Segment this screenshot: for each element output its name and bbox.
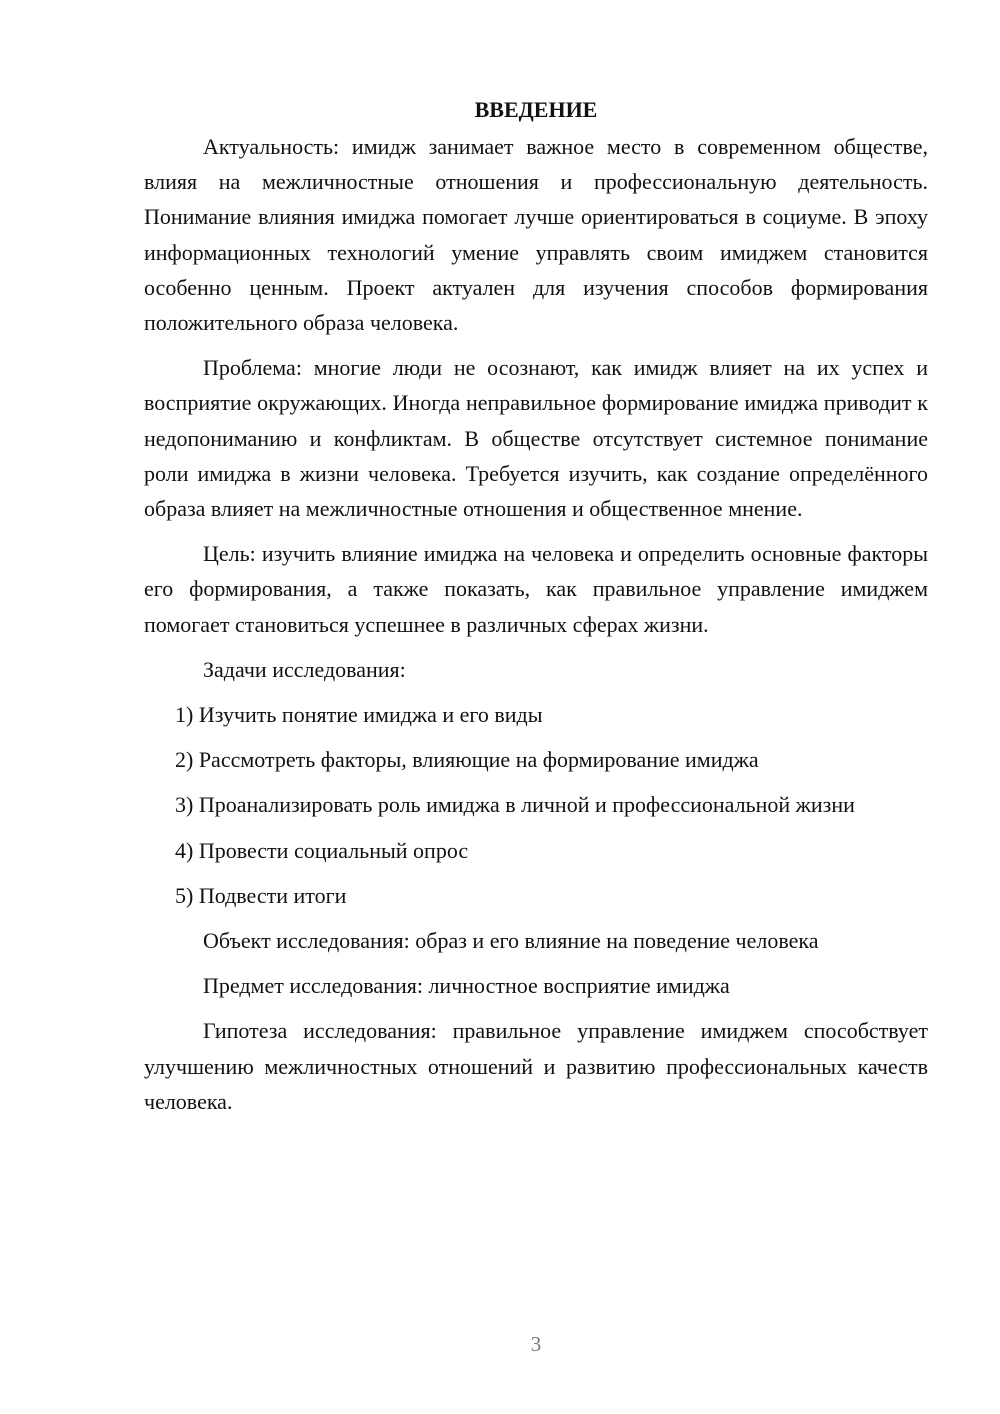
goal-paragraph: Цель: изучить влияние имиджа на человека и определить основные факторы его формирования, а также показать, как правильное управление имиджем помогает становиться успешнее в различных сферах жизни. xyxy=(144,541,928,637)
tasks-label: Задачи исследования: xyxy=(203,656,406,682)
task-item: 2) Рассмотреть факторы, влияющие на формирование имиджа xyxy=(175,747,759,773)
page-number: 3 xyxy=(530,1332,542,1356)
problem-paragraph: Проблема: многие люди не осознают, как имидж влияет на их успех и восприятие окружающих. Иногда неправильное формирование имиджа приводит к недопониманию и конфликтам. В обществе отсутствует системное понимание роли имиджа в жизни человека. Требуется изучить, как создание определённого образа влияет на межличностные отношения и общественное мнение. xyxy=(144,355,928,522)
task-item: 5) Подвести итоги xyxy=(175,882,347,908)
document-page xyxy=(144,92,928,1129)
section-heading: ВВЕДЕНИЕ xyxy=(474,97,598,122)
hypothesis-paragraph: Гипотеза исследования: правильное управление имиджем способствует улучшению межличностных отношений и развитию профессиональных качеств человека. xyxy=(144,1018,928,1114)
task-item: 1) Изучить понятие имиджа и его виды xyxy=(175,702,543,728)
task-item: 4) Провести социальный опрос xyxy=(175,837,469,863)
relevance-paragraph: Актуальность: имидж занимает важное место в современном обществе, влияя на межличностные отношения и профессиональную деятельность. Понимание влияния имиджа помогает лучше ориентироваться в социуме. В эпоху информационных технологий умение управлять своим имиджем становится особенно ценным. Проект актуален для изучения способов формирования положительного образа человека. xyxy=(144,134,928,336)
research-object: Объект исследования: образ и его влияние на поведение человека xyxy=(203,928,819,954)
research-subject: Предмет исследования: личностное восприятие имиджа xyxy=(203,973,730,999)
task-item: 3) Проанализировать роль имиджа в личной и профессиональной жизни xyxy=(175,792,855,818)
